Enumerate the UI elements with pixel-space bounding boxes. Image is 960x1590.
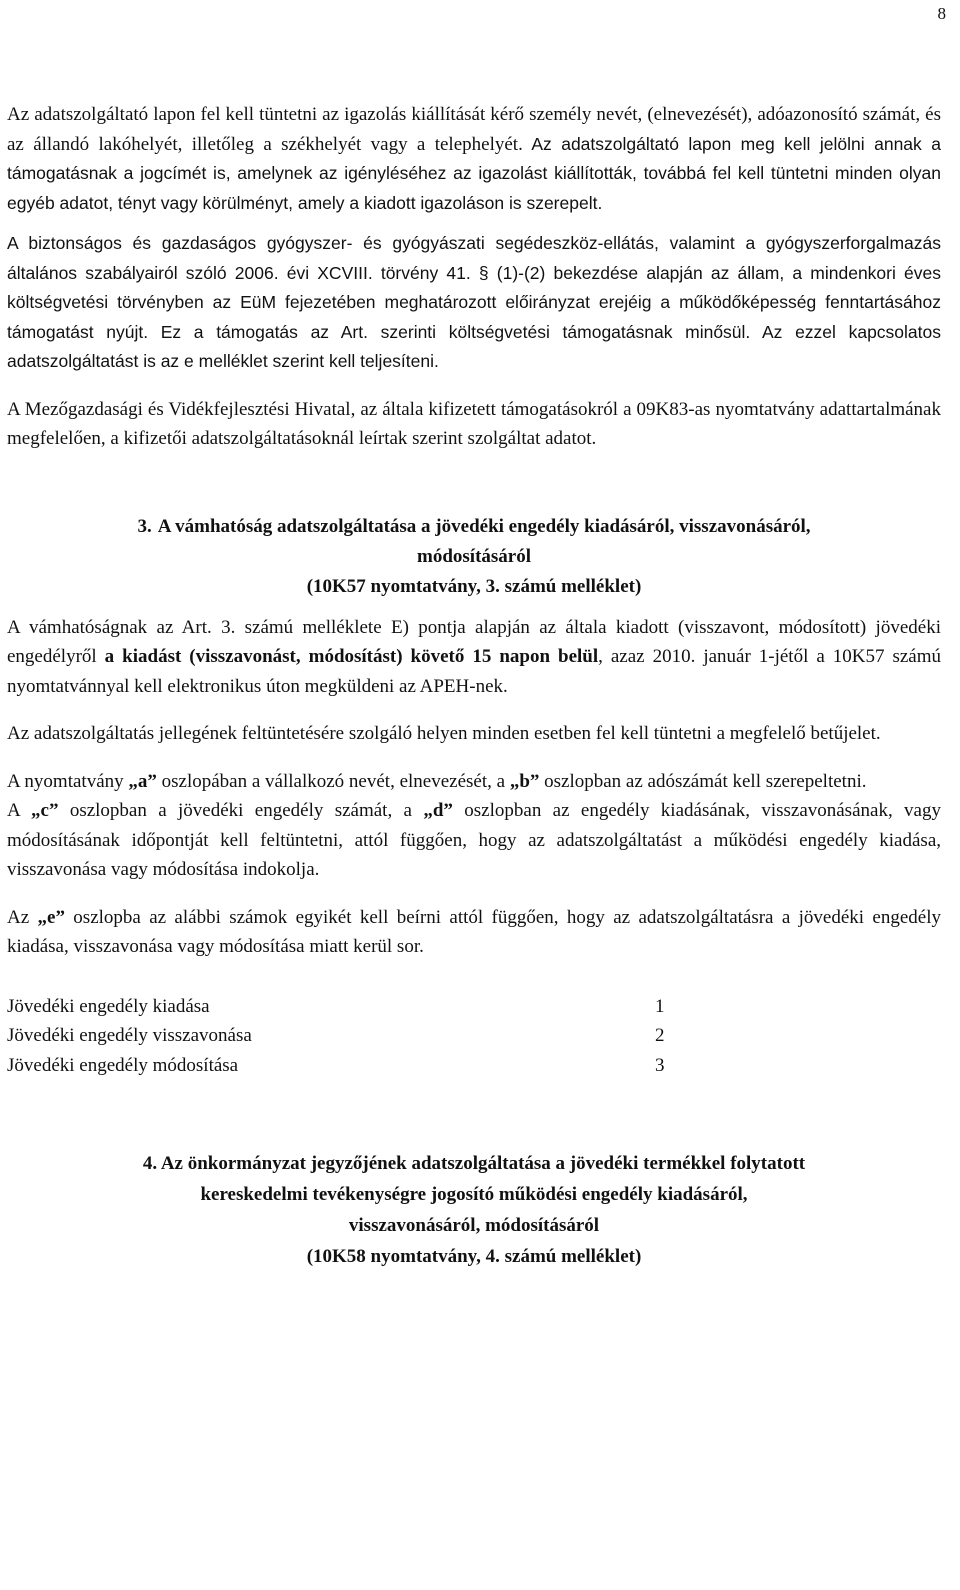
code-row [7, 1021, 941, 1051]
intro-text-1a: Az adatszolgáltató lapon fel kell tüntetni az igazolás kiállítását kérő személy nevét, (elnevezését), adóazonosító számát, és az állandó lakóhelyét, illetőleg a székhelyét vagy a telephelyét. [7, 104, 941, 155]
code-table [7, 992, 941, 1081]
column-e-marker: „e” [37, 906, 65, 928]
code-value: 3 [655, 1054, 665, 1076]
page-number: 8 [937, 4, 946, 23]
code-row [7, 1051, 941, 1081]
column-a-marker: „a” [128, 770, 157, 792]
section-3-paragraph-2: Az adatszolgáltatás jellegének feltüntetésére szolgáló helyen minden esetben fel kell tüntetni a megfelelő betűjelet. [7, 723, 881, 744]
section-4-title-line-1: 4. Az önkormányzat jegyzőjének adatszolgáltatása a jövedéki termékkel folytatott [142, 1153, 806, 1174]
column-b-marker: „b” [509, 770, 540, 792]
column-d-marker: „d” [423, 800, 453, 821]
section-4-title-line-4: (10K58 nyomtatvány, 4. számú melléklet) [306, 1246, 642, 1267]
code-label: Jövedéki engedély visszavonása [7, 1025, 252, 1046]
code-row [7, 992, 941, 1022]
section-3-heading [7, 512, 941, 602]
section-4-title-line-3: visszavonásáról, módosításáról [348, 1215, 600, 1236]
section-3-title-line-1: A vámhatóság adatszolgáltatása a jövedéki engedély kiadásáról, visszavonásáról, [157, 515, 811, 537]
code-label: Jövedéki engedély kiadása [7, 995, 210, 1017]
section-3-paragraph-5: Az „e” oszlopba az alábbi számok egyikét kell beírni attól függően, hogy az adatszolgáltatásra a jövedéki engedély kiadása, visszavonása vagy módosítása miatt kerül sor. [7, 906, 941, 957]
section-3-paragraph-1: A vámhatóságnak az Art. 3. számú melléklete E) pontja alapján az általa kiadott (visszavont, módosított) jövedéki engedélyről a kiadást (visszavonást, módosítást) követő 15 napon belül, azaz 2010. január 1-jétől a 10K57 számú nyomtatvánnyal kell elektronikus úton megküldeni az APEH-nek. [7, 616, 942, 697]
intro-paragraph-3: A Mezőgazdasági és Vidékfejlesztési Hivatal, az általa kifizetett támogatásokról a 09K83-as nyomtatvány adattartalmának megfelelően, a kifizetői adatszolgáltatásoknál leírtak szerint szolgáltat adatot. [7, 398, 941, 449]
section-4-title-line-2: kereskedelmi tevékenységre jogosító működési engedély kiadásáról, [200, 1184, 748, 1205]
intro-text-1b: Az adatszolgáltató lapon meg kell jelölni annak a támogatásnak a jogcímét is, amelynek az igényléséhez az igazolást kiállították, továbbá fel kell tüntetni minden olyan egyéb adatot, tényt vagy körülményt, amely a kiadott igazoláson is szerepelt. [7, 133, 941, 213]
section-3-number: 3. [137, 515, 152, 537]
section-3-title-line-2: módosításáról [417, 545, 531, 567]
section-4-heading [7, 1148, 941, 1272]
column-c-marker: „c” [31, 800, 59, 821]
intro-text-2b: § (1)-(2) bekezdése alapján az állam, a mindenkori éves költségvetési törvényben az EüM fejezetében meghatározott előirányzat erejéig a működőképesség fenntartásához támogatást nyújt. Ez a támogatás az Art. szerinti költségvetési támogatásnak minősül. Az ezzel kapcsolatos adatszolgáltatást is az e melléklet szerint kell teljesíteni. [7, 262, 942, 371]
intro-paragraph-1 [7, 100, 941, 218]
code-label: Jövedéki engedély módosítása [7, 1054, 239, 1076]
intro-text-2a: A biztonságos és gazdaságos gyógyszer- és gyógyászati segédeszköz-ellátás, valamint a gyógyszerforgalmazás általános szabályairól szóló 2006. évi XCVIII. törvény 41. [7, 233, 941, 283]
section-3-paragraph-4: A „c” oszlopban a jövedéki engedély számát, a „d” oszlopban az engedély kiadásának, visszavonásának, vagy módosításának időpontját kell feltüntetni, attól függően, hogy az adatszolgáltatást a működési engedély kiadása, visszavonása vagy módosítása indokolja. [7, 800, 941, 880]
document-body [7, 100, 941, 1272]
section-3-title-line-3: (10K57 nyomtatvány, 3. számú melléklet) [306, 575, 642, 597]
intro-paragraph-2 [7, 229, 941, 377]
code-value: 2 [655, 1025, 665, 1046]
deadline-text: a kiadást (visszavonást, módosítást) követő 15 napon belül [104, 646, 599, 667]
code-value: 1 [655, 995, 665, 1017]
section-3-paragraph-3: A nyomtatvány „a” oszlopában a vállalkozó nevét, elnevezését, a „b” oszlopban az adószámát kell szerepeltetni. [7, 770, 867, 792]
